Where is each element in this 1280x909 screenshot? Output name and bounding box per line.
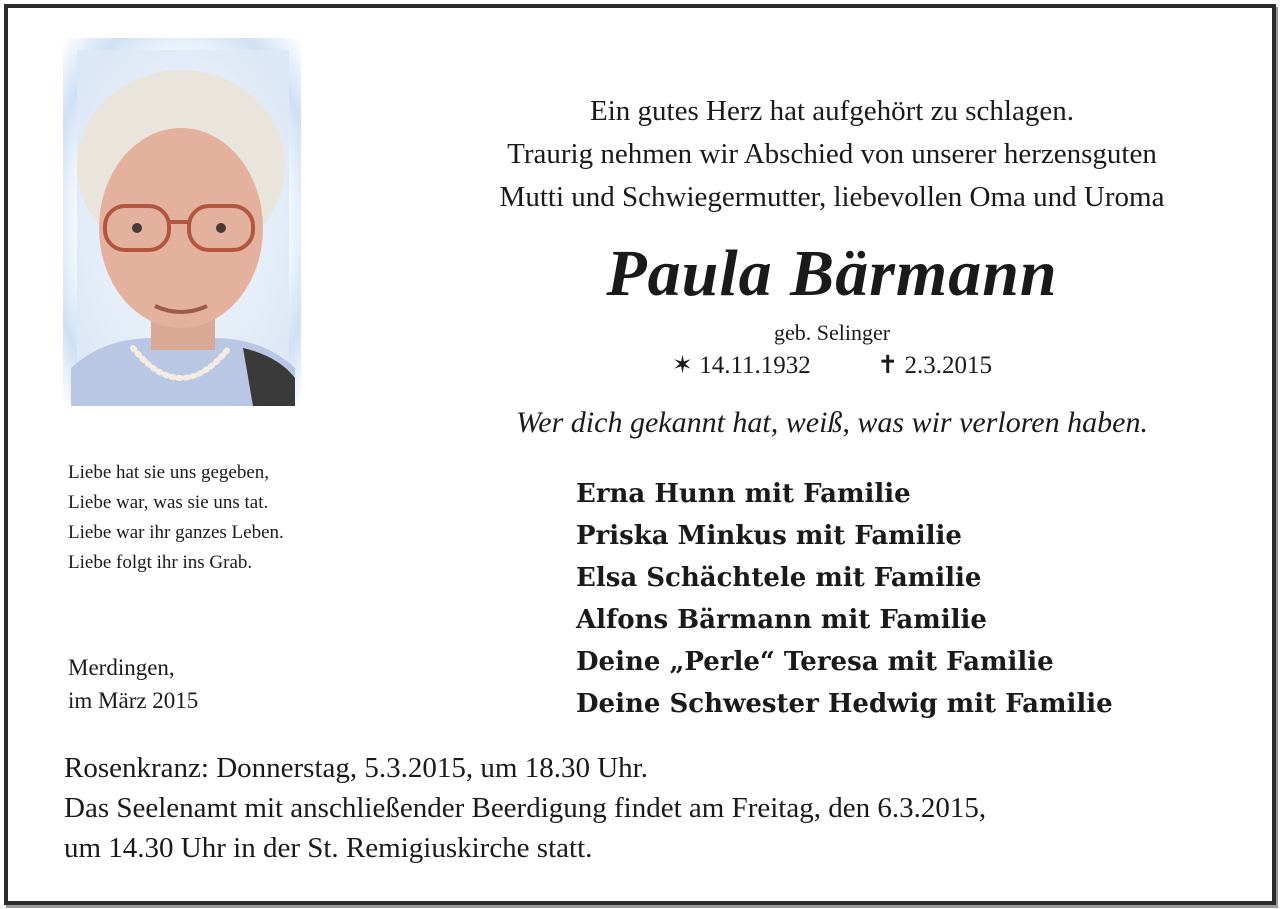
birth-date: 14.11.1932 <box>699 352 811 379</box>
deceased-name: Paula Bärmann <box>606 237 1058 310</box>
poem-line: Liebe folgt ihr ins Grab. <box>68 552 253 573</box>
memorial-quote: Wer dich gekannt hat, weiß, was wir verloren haben. <box>516 406 1148 439</box>
intro-text <box>432 90 1232 219</box>
cross-icon: ✝ <box>877 352 899 379</box>
place: Merdingen, <box>68 655 175 680</box>
life-dates <box>432 350 1232 380</box>
poem-line: Liebe hat sie uns gegeben, <box>68 462 270 483</box>
mourner-item: Deine „Perle“ Teresa mit Familie <box>576 647 1054 677</box>
service-line: Das Seelenamt mit anschließender Beerdigung findet am Freitag, den 6.3.2015, <box>64 792 987 824</box>
obituary-card <box>4 4 1276 905</box>
service-line: Rosenkranz: Donnerstag, 5.3.2015, um 18.30 Uhr. <box>64 752 648 784</box>
mourner-item: Erna Hunn mit Familie <box>576 479 911 509</box>
mourner-list <box>576 473 1113 725</box>
intro-line: Ein gutes Herz hat aufgehört zu schlagen. <box>590 95 1074 127</box>
maiden-name: geb. Selinger <box>773 320 891 345</box>
mourner-item: Alfons Bärmann mit Familie <box>576 605 987 635</box>
service-line: um 14.30 Uhr in der St. Remigiuskirche statt. <box>64 832 593 864</box>
mourner-item: Deine Schwester Hedwig mit Familie <box>576 689 1113 719</box>
service-info <box>64 748 986 868</box>
intro-line: Traurig nehmen wir Abschied von unserer herzensguten <box>507 138 1157 170</box>
star-icon: ✶ <box>672 352 693 379</box>
poem <box>68 458 284 578</box>
mourner-item: Elsa Schächtele mit Familie <box>576 563 982 593</box>
mourner-item: Priska Minkus mit Familie <box>576 521 962 551</box>
poem-line: Liebe war ihr ganzes Leben. <box>68 522 284 543</box>
portrait-photo <box>63 38 301 406</box>
month: im März 2015 <box>68 688 199 713</box>
place-and-date <box>68 651 198 717</box>
poem-line: Liebe war, was sie uns tat. <box>68 492 269 513</box>
intro-line: Mutti und Schwiegermutter, liebevollen Oma und Uroma <box>499 181 1165 213</box>
death-date: 2.3.2015 <box>904 352 992 379</box>
